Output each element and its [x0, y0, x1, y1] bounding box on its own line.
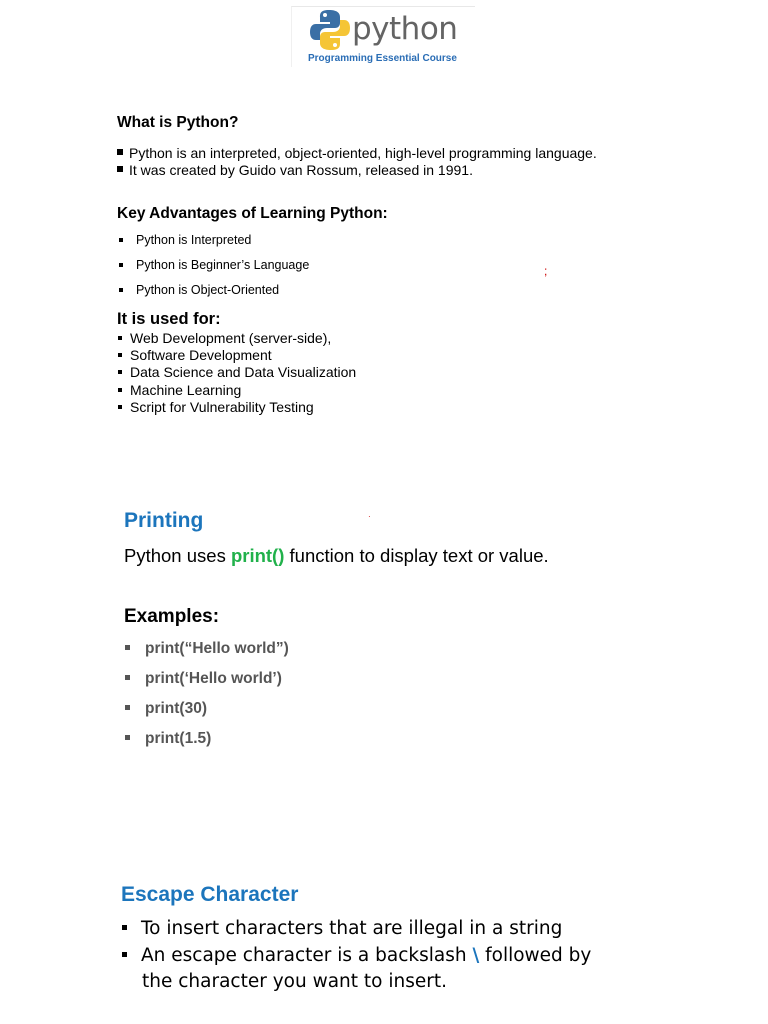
square-bullet-icon [118, 336, 122, 340]
uses-item: Software Development [118, 347, 356, 364]
escape-heading: Escape Character [121, 883, 299, 906]
advantages-heading: Key Advantages of Learning Python: [117, 205, 388, 222]
square-bullet-icon [122, 925, 127, 930]
advantage-item: Python is Beginner’s Language [119, 258, 309, 272]
uses-heading: It is used for: [117, 310, 221, 328]
square-bullet-icon [118, 353, 122, 357]
backslash-symbol: \ [472, 945, 480, 966]
square-bullet-icon [125, 675, 130, 680]
what-is-item: It was created by Guido van Rossum, released in 1991. [117, 162, 473, 178]
uses-item: Script for Vulnerability Testing [118, 399, 356, 416]
what-is-item: Python is an interpreted, object-oriented, high-level programming language. [117, 145, 597, 161]
square-bullet-icon [122, 952, 127, 957]
printing-heading: Printing [124, 509, 204, 532]
advantage-item: Python is Interpreted [119, 233, 251, 247]
square-bullet-icon [119, 238, 123, 242]
uses-item: Machine Learning [118, 382, 356, 399]
course-subtitle: Programming Essential Course [308, 53, 457, 64]
logo-wordmark: python [352, 11, 458, 47]
stray-mark: · [368, 512, 371, 521]
square-bullet-icon [119, 288, 123, 292]
example-item: print(1.5) [125, 730, 211, 748]
example-item: print(‘Hello world’) [125, 670, 282, 688]
stray-mark: ; [544, 264, 548, 278]
escape-item-continuation: the character you want to insert. [142, 971, 447, 992]
uses-item: Web Development (server-side), [118, 330, 356, 347]
uses-item: Data Science and Data Visualization [118, 364, 356, 381]
square-bullet-icon [118, 405, 122, 409]
examples-heading: Examples: [124, 606, 220, 627]
square-bullet-icon [125, 645, 130, 650]
printing-description: Python uses print() function to display text or value. [124, 545, 549, 566]
escape-item: An escape character is a backslash \ followed by [122, 943, 591, 969]
what-is-heading: What is Python? [117, 114, 239, 131]
square-bullet-icon [125, 705, 130, 710]
square-bullet-icon [118, 388, 122, 392]
square-bullet-icon [118, 370, 122, 374]
example-item: print(30) [125, 700, 207, 718]
escape-item: To insert characters that are illegal in a string [122, 916, 562, 942]
header-logo [291, 6, 475, 67]
example-item: print(“Hello world”) [125, 640, 289, 658]
square-bullet-icon [125, 735, 130, 740]
advantage-item: Python is Object-Oriented [119, 283, 279, 297]
square-bullet-icon [119, 263, 123, 267]
print-function-name: print() [230, 545, 285, 566]
python-logo-icon [308, 8, 352, 52]
square-bullet-icon [117, 149, 123, 155]
square-bullet-icon [117, 166, 123, 172]
uses-list [118, 330, 356, 416]
